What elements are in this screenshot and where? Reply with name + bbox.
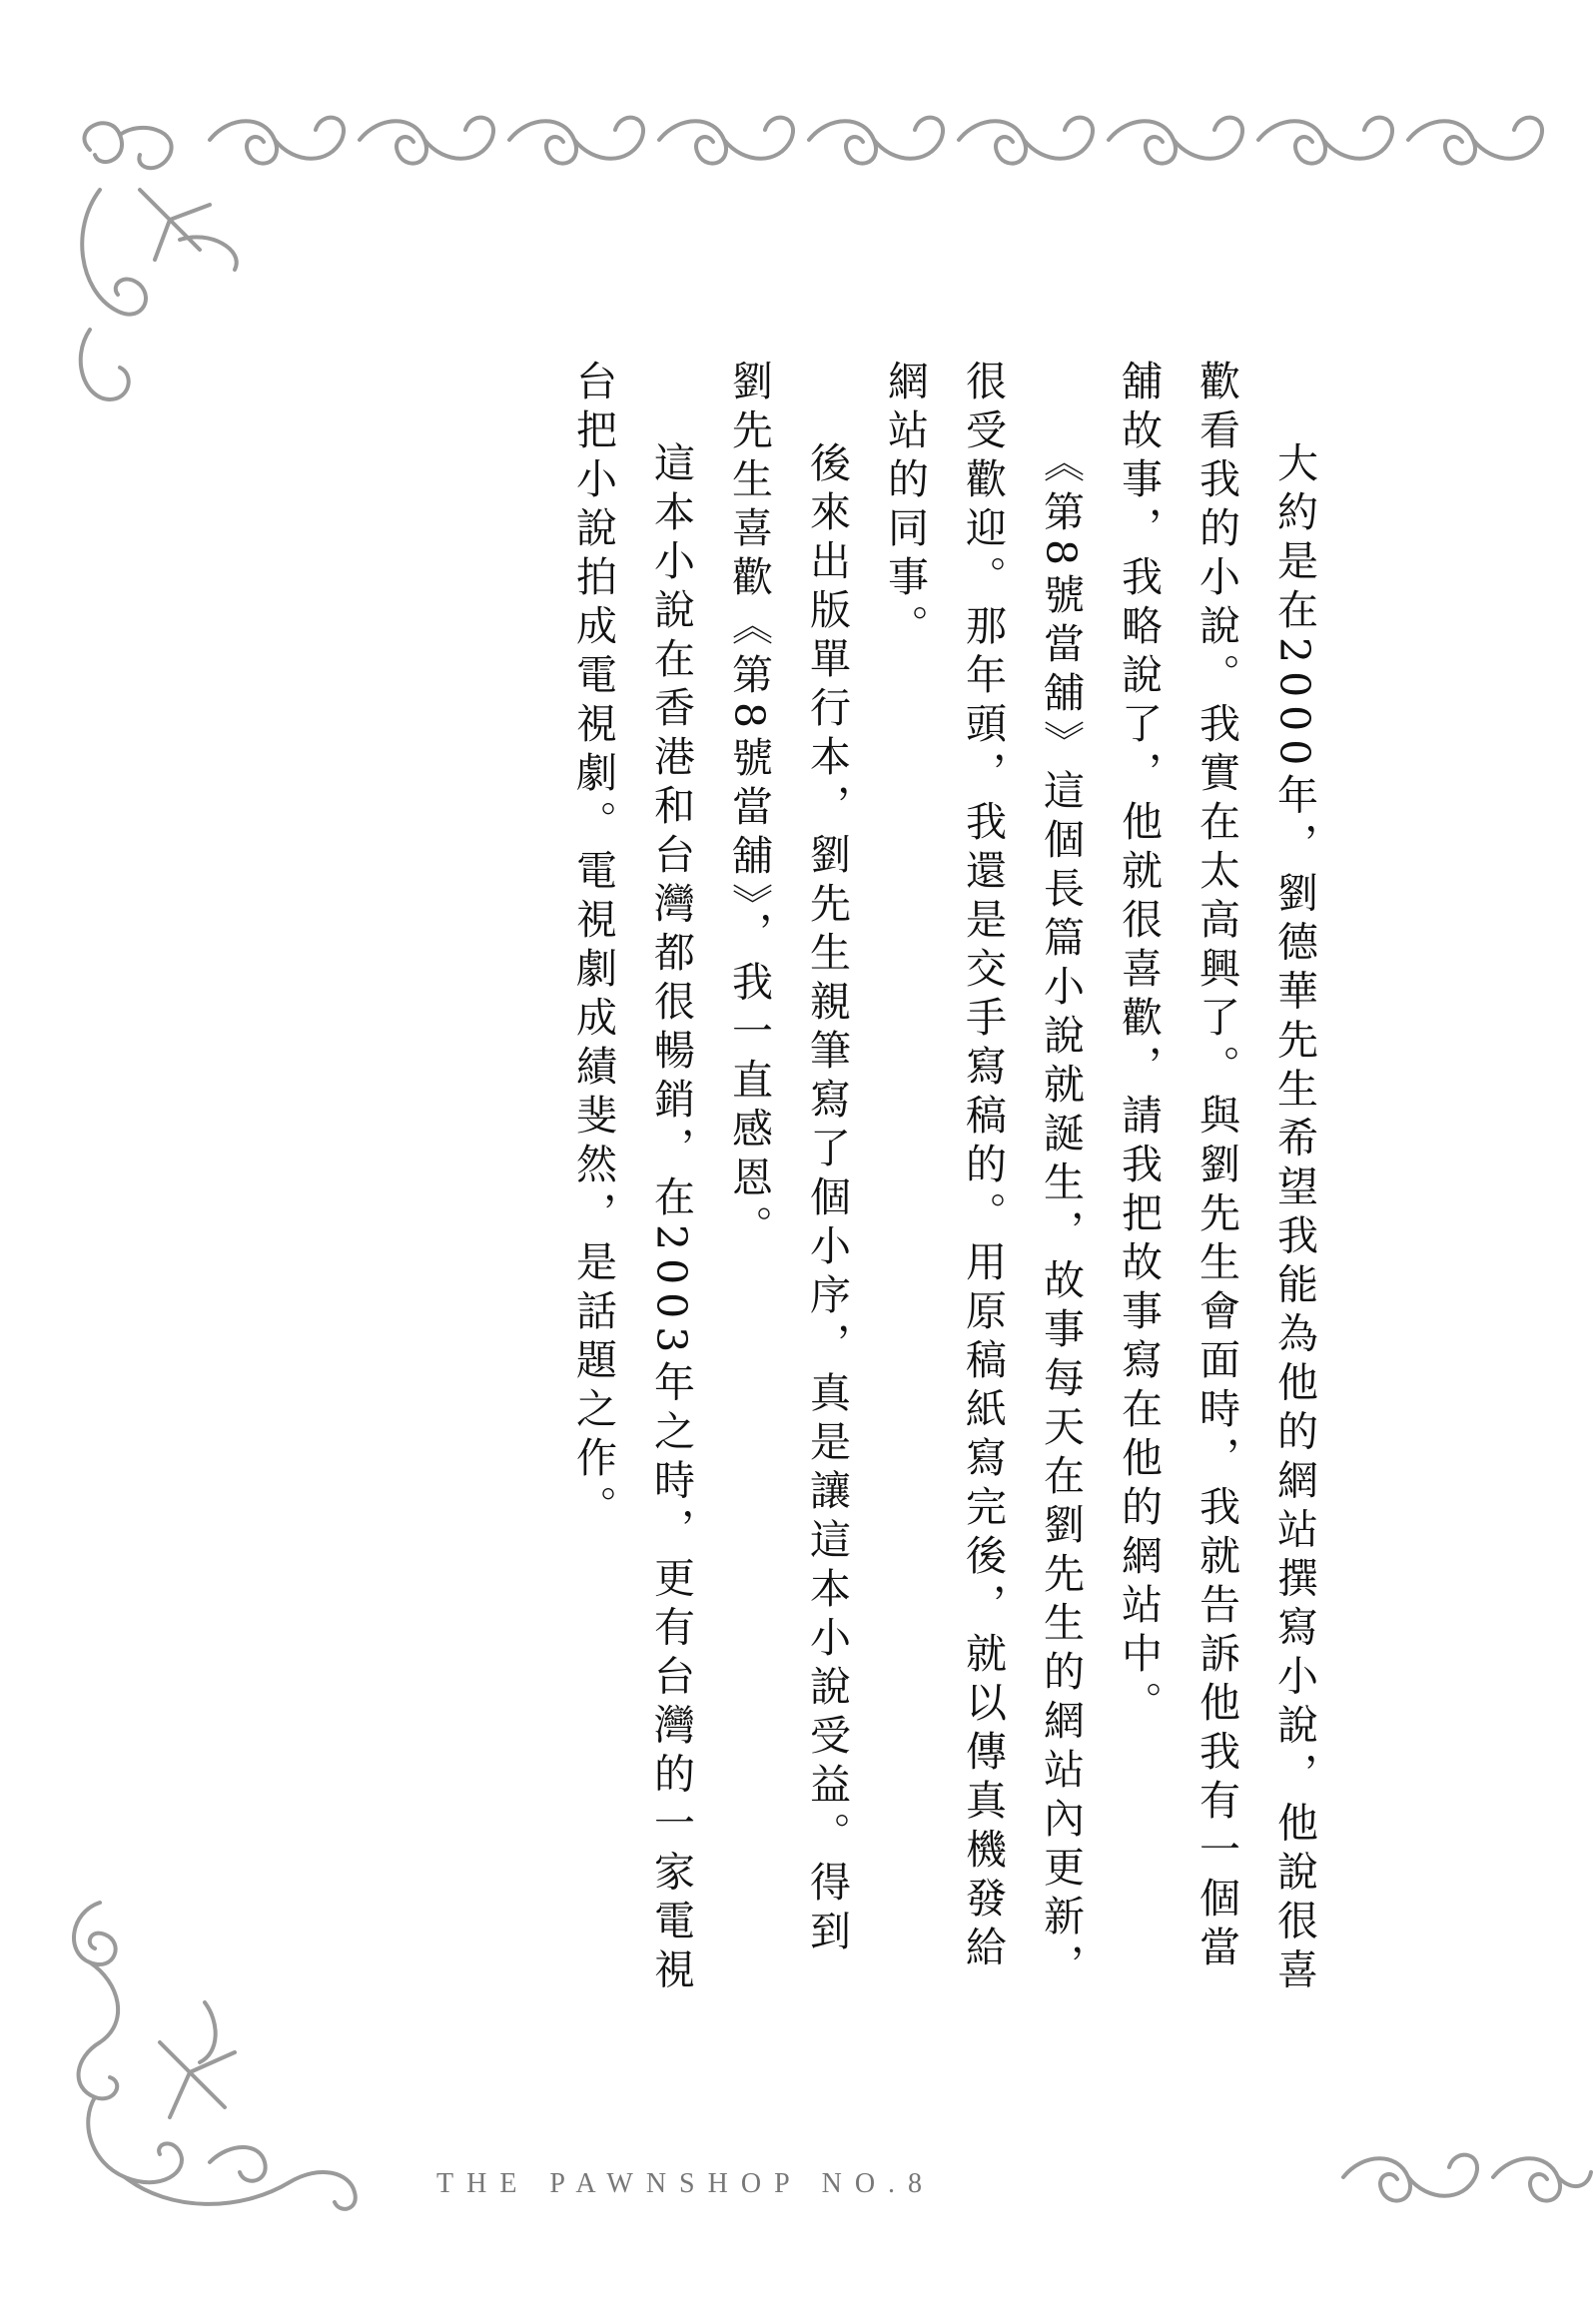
bottom-right-scroll-icon: [1333, 2137, 1593, 2217]
paragraph-4: 這本小說在香港和台灣都很暢銷，在2003年之時，更有台灣的一家電視台把小說拍成電視劇。電視劇成績斐然，是話題之作。: [569, 360, 695, 1997]
vertical-text-body: [554, 360, 1333, 1997]
running-footer-title: THE PAWNSHOP NO.8: [436, 2168, 936, 2199]
paragraph-3: 後來出版單行本，劉先生親筆寫了個小序，真是讓這本小說受益。得到劉先生喜歡《第8號當舖》，我一直感恩。: [725, 360, 851, 1958]
paragraph-2: 《第8號當舖》這個長篇小說就誕生，故事每天在劉先生的網站內更新，很受歡迎。那年頭，我還是交手寫稿的。用原稿紙寫完後，就以傳真機發給網站的同事。: [881, 360, 1085, 1993]
paragraph-1: 大約是在2000年，劉德華先生希望我能為他的網站撰寫小說，他說很喜歡看我的小說。我實在太高興了。與劉先生會面時，我就告訴他我有一個當舖故事，我略說了，他就很喜歡，請我把故事寫在他的網站中。: [1115, 360, 1318, 1997]
bottom-left-corner-scroll-icon: [60, 1893, 399, 2222]
